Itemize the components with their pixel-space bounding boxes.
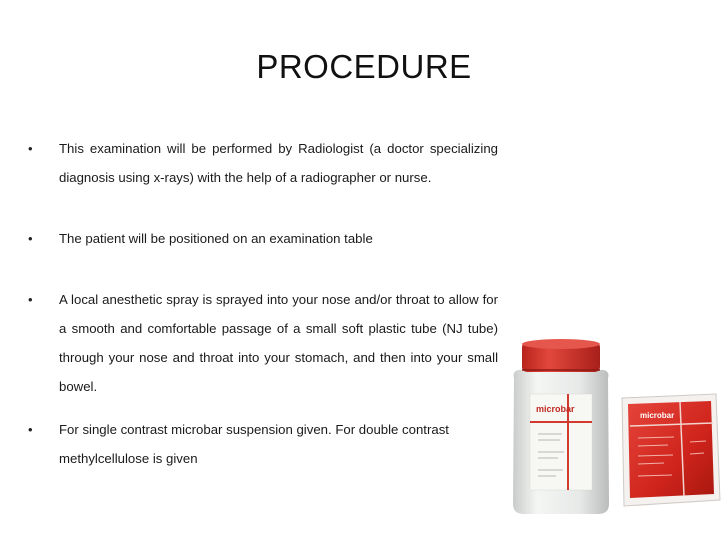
list-item	[28, 285, 498, 401]
bullet-list	[28, 134, 498, 473]
bullet-marker: •	[28, 422, 33, 437]
bullet-marker: •	[28, 141, 33, 156]
bullet-text: The patient will be positioned on an examination table	[59, 231, 373, 246]
contrast-sachet-image	[618, 392, 722, 508]
list-item	[28, 134, 498, 192]
bullet-marker: •	[28, 231, 33, 246]
bullet-text: A local anesthetic spray is sprayed into your nose and/or throat to allow for a smooth and comfortable passage of a small soft plastic tube (NJ tube) through your nose and throat into your stomach, and then into your small bowel.	[59, 292, 498, 394]
list-item	[28, 415, 498, 473]
contrast-jar-image	[508, 336, 614, 516]
list-item	[28, 224, 498, 253]
jar-brand-text: microbar	[536, 404, 575, 414]
jar-cap-top	[522, 339, 600, 349]
bullet-text: This examination will be performed by Radiologist (a doctor specializing diagnosis using x-rays) with the help of a radiographer or nurse.	[59, 141, 498, 185]
bullet-marker: •	[28, 292, 33, 307]
sachet-brand-text: microbar	[640, 411, 675, 420]
page-title: PROCEDURE	[256, 48, 472, 85]
bullet-text: For single contrast microbar suspension given. For double contrast methylcellulose is given	[59, 422, 449, 466]
